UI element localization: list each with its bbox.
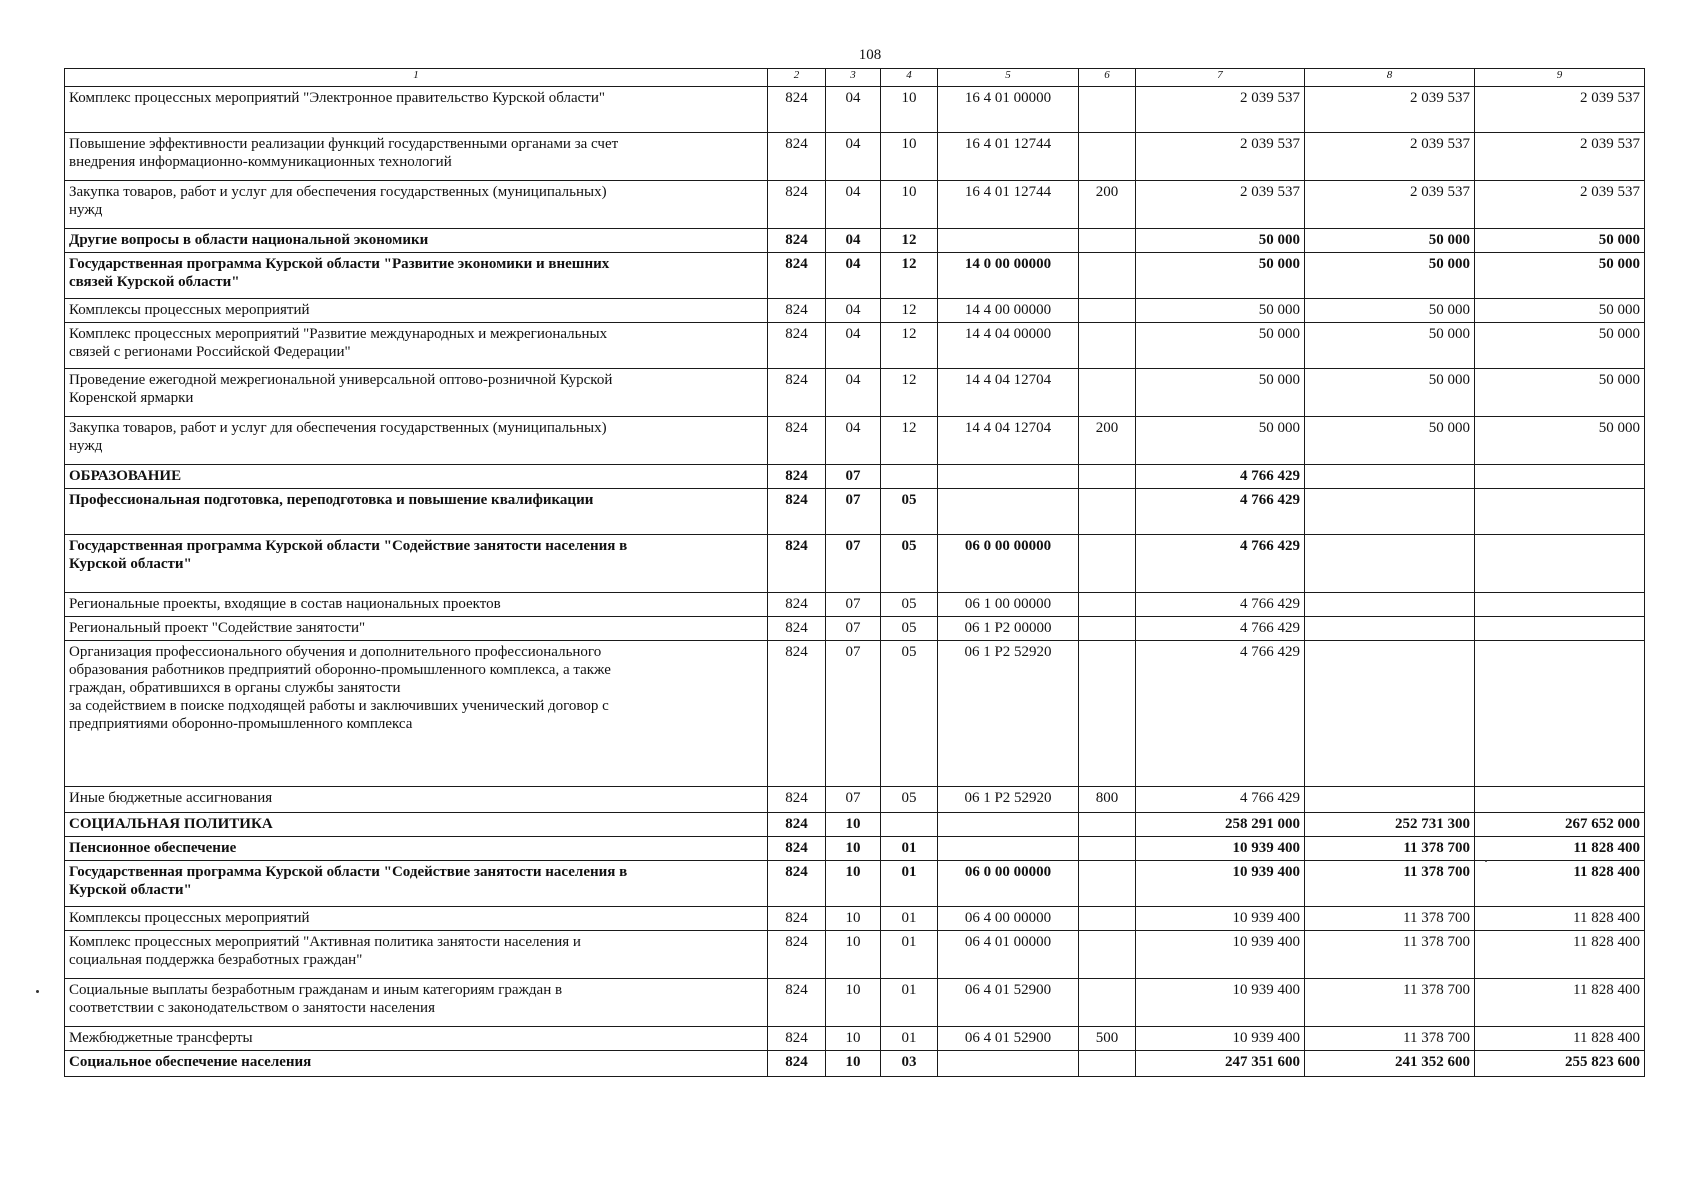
value-cell-c3: 10	[826, 979, 881, 1027]
value-cell-c8: 11 378 700	[1305, 931, 1475, 979]
value-cell-c5: 06 1 00 00000	[938, 593, 1079, 617]
value-cell-c5: 06 1 P2 52920	[938, 641, 1079, 787]
value-cell-c8: 50 000	[1305, 253, 1475, 299]
table-row	[65, 369, 1645, 417]
value-cell-c3: 04	[826, 133, 881, 181]
value-cell-c7: 4 766 429	[1136, 641, 1305, 787]
value-cell-c3: 10	[826, 931, 881, 979]
value-cell-c6: 200	[1079, 181, 1136, 229]
value-cell-c8	[1305, 617, 1475, 641]
value-cell-c3: 10	[826, 861, 881, 907]
value-cell-c2: 824	[768, 535, 826, 593]
row-name-cell: ОБРАЗОВАНИЕ	[65, 465, 768, 489]
value-cell-c3: 04	[826, 323, 881, 369]
row-name-cell: Другие вопросы в области национальной экономики	[65, 229, 768, 253]
value-cell-c6	[1079, 593, 1136, 617]
value-cell-c3: 10	[826, 1051, 881, 1077]
table-row	[65, 253, 1645, 299]
row-name-cell: Региональный проект "Содействие занятости"	[65, 617, 768, 641]
row-name-cell: СОЦИАЛЬНАЯ ПОЛИТИКА	[65, 813, 768, 837]
value-cell-c3: 10	[826, 907, 881, 931]
value-cell-c4	[881, 813, 938, 837]
value-cell-c6	[1079, 229, 1136, 253]
value-cell-c8: 50 000	[1305, 323, 1475, 369]
value-cell-c8: 50 000	[1305, 417, 1475, 465]
value-cell-c4: 03	[881, 1051, 938, 1077]
value-cell-c5	[938, 1051, 1079, 1077]
scan-speck	[36, 990, 39, 993]
value-cell-c4: 05	[881, 593, 938, 617]
value-cell-c7: 4 766 429	[1136, 617, 1305, 641]
value-cell-c2: 824	[768, 181, 826, 229]
value-cell-c3: 04	[826, 369, 881, 417]
value-cell-c9: 11 828 400	[1475, 907, 1645, 931]
table-row	[65, 181, 1645, 229]
value-cell-c5	[938, 465, 1079, 489]
value-cell-c4: 10	[881, 87, 938, 133]
value-cell-c4: 12	[881, 299, 938, 323]
value-cell-c4: 12	[881, 369, 938, 417]
table-row	[65, 931, 1645, 979]
value-cell-c2: 824	[768, 641, 826, 787]
value-cell-c2: 824	[768, 931, 826, 979]
row-name-cell: Межбюджетные трансферты	[65, 1027, 768, 1051]
header-cell: 7	[1136, 69, 1305, 87]
value-cell-c5: 06 4 00 00000	[938, 907, 1079, 931]
value-cell-c2: 824	[768, 787, 826, 813]
row-name-cell: Иные бюджетные ассигнования	[65, 787, 768, 813]
header-cell: 6	[1079, 69, 1136, 87]
value-cell-c8: 11 378 700	[1305, 837, 1475, 861]
header-cell: 4	[881, 69, 938, 87]
value-cell-c2: 824	[768, 907, 826, 931]
value-cell-c6	[1079, 489, 1136, 535]
value-cell-c6	[1079, 907, 1136, 931]
header-cell: 1	[65, 69, 768, 87]
row-name-cell: Профессиональная подготовка, переподготовка и повышение квалификации	[65, 489, 768, 535]
value-cell-c6	[1079, 617, 1136, 641]
value-cell-c8	[1305, 535, 1475, 593]
value-cell-c2: 824	[768, 617, 826, 641]
value-cell-c6	[1079, 87, 1136, 133]
value-cell-c2: 824	[768, 369, 826, 417]
value-cell-c9: 50 000	[1475, 253, 1645, 299]
value-cell-c9	[1475, 535, 1645, 593]
value-cell-c2: 824	[768, 813, 826, 837]
header-cell: 9	[1475, 69, 1645, 87]
value-cell-c2: 824	[768, 593, 826, 617]
value-cell-c9	[1475, 787, 1645, 813]
table-row	[65, 299, 1645, 323]
header-cell: 3	[826, 69, 881, 87]
value-cell-c7: 2 039 537	[1136, 87, 1305, 133]
value-cell-c6	[1079, 465, 1136, 489]
value-cell-c2: 824	[768, 87, 826, 133]
value-cell-c9: 2 039 537	[1475, 181, 1645, 229]
value-cell-c4	[881, 465, 938, 489]
value-cell-c6	[1079, 133, 1136, 181]
value-cell-c9	[1475, 617, 1645, 641]
value-cell-c4: 01	[881, 979, 938, 1027]
table-row	[65, 907, 1645, 931]
row-name-cell: Социальное обеспечение населения	[65, 1051, 768, 1077]
value-cell-c7: 50 000	[1136, 369, 1305, 417]
value-cell-c7: 4 766 429	[1136, 535, 1305, 593]
value-cell-c3: 04	[826, 253, 881, 299]
value-cell-c5: 14 0 00 00000	[938, 253, 1079, 299]
value-cell-c9	[1475, 593, 1645, 617]
value-cell-c7: 4 766 429	[1136, 593, 1305, 617]
value-cell-c2: 824	[768, 465, 826, 489]
value-cell-c8: 11 378 700	[1305, 1027, 1475, 1051]
value-cell-c8: 50 000	[1305, 229, 1475, 253]
value-cell-c8: 11 378 700	[1305, 861, 1475, 907]
value-cell-c4: 05	[881, 535, 938, 593]
value-cell-c5: 16 4 01 12744	[938, 133, 1079, 181]
value-cell-c2: 824	[768, 837, 826, 861]
value-cell-c8: 50 000	[1305, 369, 1475, 417]
value-cell-c7: 50 000	[1136, 229, 1305, 253]
value-cell-c3: 04	[826, 229, 881, 253]
value-cell-c6	[1079, 979, 1136, 1027]
value-cell-c3: 07	[826, 535, 881, 593]
value-cell-c7: 10 939 400	[1136, 979, 1305, 1027]
value-cell-c7: 50 000	[1136, 417, 1305, 465]
value-cell-c2: 824	[768, 489, 826, 535]
value-cell-c2: 824	[768, 417, 826, 465]
value-cell-c7: 4 766 429	[1136, 787, 1305, 813]
value-cell-c6	[1079, 253, 1136, 299]
table-row	[65, 133, 1645, 181]
value-cell-c6	[1079, 813, 1136, 837]
value-cell-c2: 824	[768, 1051, 826, 1077]
row-name-cell: Закупка товаров, работ и услуг для обеспечения государственных (муниципальных) нужд	[65, 181, 768, 229]
value-cell-c6	[1079, 837, 1136, 861]
value-cell-c7: 2 039 537	[1136, 181, 1305, 229]
value-cell-c5: 06 4 01 52900	[938, 979, 1079, 1027]
table-row	[65, 1051, 1645, 1077]
value-cell-c2: 824	[768, 253, 826, 299]
value-cell-c2: 824	[768, 133, 826, 181]
value-cell-c4: 01	[881, 907, 938, 931]
value-cell-c8: 252 731 300	[1305, 813, 1475, 837]
value-cell-c9: 2 039 537	[1475, 133, 1645, 181]
header-row	[65, 69, 1645, 87]
table-row	[65, 489, 1645, 535]
value-cell-c6: 200	[1079, 417, 1136, 465]
row-name-cell: Социальные выплаты безработным гражданам и иным категориям граждан в соответствии с законодательством о занятости населения	[65, 979, 768, 1027]
value-cell-c8	[1305, 787, 1475, 813]
value-cell-c4: 05	[881, 787, 938, 813]
value-cell-c6: 500	[1079, 1027, 1136, 1051]
value-cell-c8	[1305, 641, 1475, 787]
header-cell: 8	[1305, 69, 1475, 87]
value-cell-c6	[1079, 861, 1136, 907]
value-cell-c7: 2 039 537	[1136, 133, 1305, 181]
value-cell-c3: 04	[826, 87, 881, 133]
value-cell-c7: 10 939 400	[1136, 931, 1305, 979]
value-cell-c7: 4 766 429	[1136, 489, 1305, 535]
value-cell-c6: 800	[1079, 787, 1136, 813]
table-row	[65, 813, 1645, 837]
row-name-cell: Комплекс процессных мероприятий "Активная политика занятости населения и социальная поддержка безработных граждан"	[65, 931, 768, 979]
value-cell-c7: 10 939 400	[1136, 837, 1305, 861]
scan-speck	[1485, 860, 1487, 862]
value-cell-c9: 11 828 400	[1475, 837, 1645, 861]
value-cell-c5: 16 4 01 00000	[938, 87, 1079, 133]
value-cell-c8: 50 000	[1305, 299, 1475, 323]
header-cell: 2	[768, 69, 826, 87]
value-cell-c9: 50 000	[1475, 417, 1645, 465]
value-cell-c3: 04	[826, 299, 881, 323]
value-cell-c7: 4 766 429	[1136, 465, 1305, 489]
value-cell-c5: 06 4 01 00000	[938, 931, 1079, 979]
value-cell-c8: 241 352 600	[1305, 1051, 1475, 1077]
value-cell-c7: 10 939 400	[1136, 1027, 1305, 1051]
value-cell-c9: 255 823 600	[1475, 1051, 1645, 1077]
value-cell-c9: 11 828 400	[1475, 861, 1645, 907]
value-cell-c5: 06 4 01 52900	[938, 1027, 1079, 1051]
table-row	[65, 323, 1645, 369]
value-cell-c8	[1305, 593, 1475, 617]
value-cell-c7: 258 291 000	[1136, 813, 1305, 837]
value-cell-c4: 12	[881, 253, 938, 299]
table-row	[65, 417, 1645, 465]
row-name-cell: Государственная программа Курской области "Развитие экономики и внешних связей Курской области"	[65, 253, 768, 299]
value-cell-c4: 12	[881, 229, 938, 253]
value-cell-c7: 50 000	[1136, 253, 1305, 299]
row-name-cell: Комплексы процессных мероприятий	[65, 907, 768, 931]
table-row	[65, 593, 1645, 617]
value-cell-c3: 07	[826, 787, 881, 813]
row-name-cell: Организация профессионального обучения и дополнительного профессионального образования работников предприятий оборонно-промышленного комплекса, а также граждан, обратившихся в органы службы занятости за содействием в поиске подходящей работы и заключивших ученический договор с предприятиями оборонно-промышленного комплекса	[65, 641, 768, 787]
value-cell-c4: 10	[881, 181, 938, 229]
table-row	[65, 617, 1645, 641]
value-cell-c7: 10 939 400	[1136, 861, 1305, 907]
value-cell-c5: 14 4 04 12704	[938, 369, 1079, 417]
row-name-cell: Государственная программа Курской области "Содействие занятости населения в Курской области"	[65, 535, 768, 593]
value-cell-c6	[1079, 535, 1136, 593]
row-name-cell: Проведение ежегодной межрегиональной универсальной оптово-розничной Курской Коренской ярмарки	[65, 369, 768, 417]
value-cell-c5: 06 0 00 00000	[938, 535, 1079, 593]
value-cell-c4: 10	[881, 133, 938, 181]
value-cell-c9: 50 000	[1475, 229, 1645, 253]
table-row	[65, 837, 1645, 861]
value-cell-c4: 12	[881, 323, 938, 369]
value-cell-c3: 07	[826, 641, 881, 787]
value-cell-c2: 824	[768, 299, 826, 323]
value-cell-c9	[1475, 489, 1645, 535]
value-cell-c3: 07	[826, 593, 881, 617]
value-cell-c3: 04	[826, 181, 881, 229]
value-cell-c5	[938, 229, 1079, 253]
value-cell-c9	[1475, 641, 1645, 787]
value-cell-c5	[938, 837, 1079, 861]
table-row	[65, 641, 1645, 787]
value-cell-c4: 05	[881, 489, 938, 535]
value-cell-c4: 01	[881, 931, 938, 979]
table-row	[65, 861, 1645, 907]
value-cell-c9: 50 000	[1475, 323, 1645, 369]
value-cell-c3: 10	[826, 813, 881, 837]
row-name-cell: Повышение эффективности реализации функций государственными органами за счет внедрения информационно-коммуникационных технологий	[65, 133, 768, 181]
value-cell-c5: 14 4 04 00000	[938, 323, 1079, 369]
value-cell-c8: 11 378 700	[1305, 907, 1475, 931]
table-row	[65, 979, 1645, 1027]
value-cell-c2: 824	[768, 323, 826, 369]
table-row	[65, 87, 1645, 133]
value-cell-c4: 01	[881, 1027, 938, 1051]
value-cell-c5	[938, 489, 1079, 535]
page-number: 108	[858, 47, 882, 63]
value-cell-c2: 824	[768, 861, 826, 907]
table-row	[65, 535, 1645, 593]
value-cell-c3: 10	[826, 837, 881, 861]
value-cell-c8: 11 378 700	[1305, 979, 1475, 1027]
value-cell-c9: 11 828 400	[1475, 1027, 1645, 1051]
value-cell-c8	[1305, 465, 1475, 489]
value-cell-c9: 267 652 000	[1475, 813, 1645, 837]
value-cell-c3: 07	[826, 465, 881, 489]
value-cell-c5: 16 4 01 12744	[938, 181, 1079, 229]
value-cell-c2: 824	[768, 1027, 826, 1051]
value-cell-c9: 2 039 537	[1475, 87, 1645, 133]
value-cell-c6	[1079, 369, 1136, 417]
table-row	[65, 1027, 1645, 1051]
value-cell-c9: 50 000	[1475, 299, 1645, 323]
row-name-cell: Закупка товаров, работ и услуг для обеспечения государственных (муниципальных) нужд	[65, 417, 768, 465]
value-cell-c8: 2 039 537	[1305, 181, 1475, 229]
value-cell-c8	[1305, 489, 1475, 535]
value-cell-c2: 824	[768, 229, 826, 253]
value-cell-c4: 05	[881, 641, 938, 787]
value-cell-c4: 12	[881, 417, 938, 465]
value-cell-c6	[1079, 1051, 1136, 1077]
value-cell-c5: 14 4 00 00000	[938, 299, 1079, 323]
row-name-cell: Государственная программа Курской области "Содействие занятости населения в Курской области"	[65, 861, 768, 907]
row-name-cell: Комплексы процессных мероприятий	[65, 299, 768, 323]
value-cell-c9: 11 828 400	[1475, 931, 1645, 979]
value-cell-c3: 07	[826, 489, 881, 535]
value-cell-c2: 824	[768, 979, 826, 1027]
value-cell-c3: 07	[826, 617, 881, 641]
value-cell-c7: 247 351 600	[1136, 1051, 1305, 1077]
row-name-cell: Региональные проекты, входящие в состав национальных проектов	[65, 593, 768, 617]
value-cell-c4: 01	[881, 861, 938, 907]
value-cell-c6	[1079, 299, 1136, 323]
value-cell-c5: 06 0 00 00000	[938, 861, 1079, 907]
value-cell-c5: 06 1 P2 52920	[938, 787, 1079, 813]
header-cell: 5	[938, 69, 1079, 87]
value-cell-c9: 11 828 400	[1475, 979, 1645, 1027]
value-cell-c7: 50 000	[1136, 299, 1305, 323]
value-cell-c9	[1475, 465, 1645, 489]
value-cell-c5: 14 4 04 12704	[938, 417, 1079, 465]
value-cell-c3: 04	[826, 417, 881, 465]
budget-table	[64, 68, 1645, 1077]
value-cell-c5: 06 1 P2 00000	[938, 617, 1079, 641]
row-name-cell: Комплекс процессных мероприятий "Развитие международных и межрегиональных связей с регионами Российской Федерации"	[65, 323, 768, 369]
value-cell-c4: 05	[881, 617, 938, 641]
value-cell-c8: 2 039 537	[1305, 133, 1475, 181]
value-cell-c5	[938, 813, 1079, 837]
value-cell-c6	[1079, 641, 1136, 787]
row-name-cell: Пенсионное обеспечение	[65, 837, 768, 861]
value-cell-c6	[1079, 931, 1136, 979]
value-cell-c4: 01	[881, 837, 938, 861]
table-row	[65, 787, 1645, 813]
value-cell-c7: 10 939 400	[1136, 907, 1305, 931]
value-cell-c3: 10	[826, 1027, 881, 1051]
value-cell-c8: 2 039 537	[1305, 87, 1475, 133]
value-cell-c7: 50 000	[1136, 323, 1305, 369]
table-row	[65, 465, 1645, 489]
table-row	[65, 229, 1645, 253]
value-cell-c9: 50 000	[1475, 369, 1645, 417]
row-name-cell: Комплекс процессных мероприятий "Электронное правительство Курской области"	[65, 87, 768, 133]
value-cell-c6	[1079, 323, 1136, 369]
